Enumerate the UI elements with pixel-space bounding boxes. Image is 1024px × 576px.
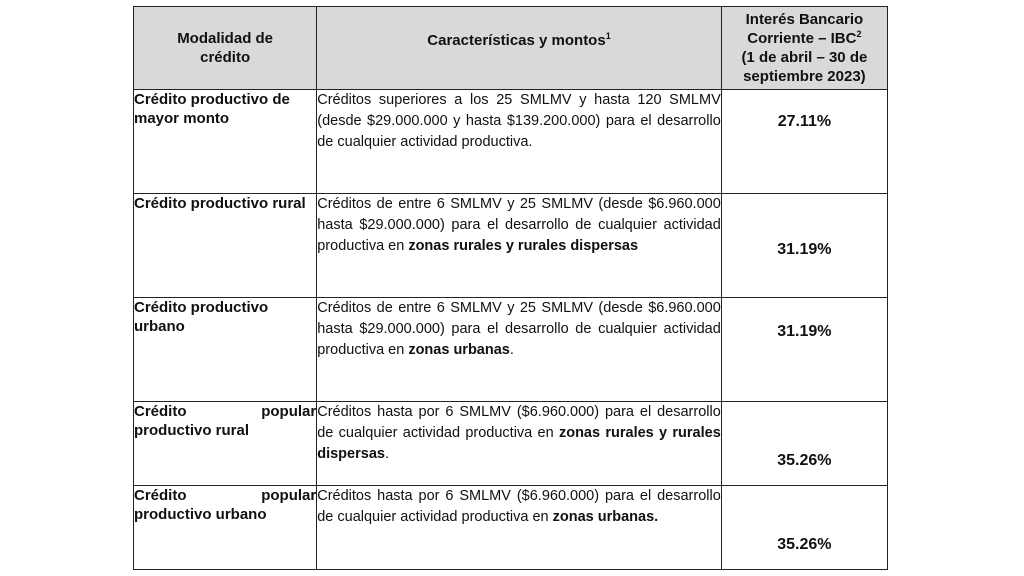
header-modality [134,7,317,90]
description-bold: zonas rurales y rurales dispersas [317,425,721,462]
modality-line1: Crédito popular [134,403,317,420]
rate-value: 35.26% [777,452,832,469]
description-cell [317,486,722,570]
header-characteristics [317,7,722,90]
modality-cell [134,402,317,486]
table-row [134,90,888,194]
description-text: Créditos de entre 6 SMLMV y 25 SMLMV (desde $6.960.000 hasta $29.000.000) para el desarrollo de cualquier actividad productiva en [317,300,721,358]
rate-value: 27.11% [777,113,832,130]
credit-rates-table [133,6,888,570]
rate-value: 31.19% [777,241,832,258]
modality-line2: productivo rural [134,422,250,439]
description-suffix: . [384,446,389,462]
description-text: Créditos superiores a los 25 SMLMV y hasta 120 SMLMV (desde $29.000.000 y hasta $139.200.000) para el desarrollo de cualquier actividad productiva. [317,92,721,150]
rate-value: 31.19% [777,323,832,340]
description-cell [317,402,722,486]
modality-line2: productivo urbano [134,506,267,523]
description-cell [317,90,722,194]
table-row [134,486,888,570]
modality-cell [134,90,317,194]
description-cell [317,194,722,298]
header-interest-footnote: 2 [856,29,862,39]
modality-text: Crédito productivo rural [134,195,306,212]
description-bold: zonas urbanas [408,342,510,358]
description-suffix: . [509,342,514,358]
header-row [134,7,888,90]
header-interest [721,7,887,90]
description-bold: zonas urbanas. [552,509,659,525]
rate-value: 35.26% [777,536,832,553]
modality-line1: Crédito popular [134,487,317,504]
modality-cell [134,194,317,298]
description-text: Créditos hasta por 6 SMLMV ($6.960.000) para el desarrollo de cualquier actividad productiva en [317,488,721,525]
table-row [134,298,888,402]
description-text: Créditos hasta por 6 SMLMV ($6.960.000) para el desarrollo de cualquier actividad productiva en [317,404,721,441]
modality-text: Crédito productivo de mayor monto [134,91,290,127]
header-characteristics-footnote: 1 [605,31,611,41]
description-cell [317,298,722,402]
header-interest-text: Interés Bancario Corriente – IBC [745,11,864,47]
rate-cell [721,298,887,402]
description-bold: zonas rurales y rurales dispersas [408,238,639,254]
rate-cell [721,402,887,486]
description-text: Créditos de entre 6 SMLMV y 25 SMLMV (desde $6.960.000 hasta $29.000.000) para el desarrollo de cualquier actividad productiva en [317,196,721,254]
header-characteristics-text: Características y montos [427,32,606,49]
modality-text: Crédito productivo urbano [134,299,269,335]
header-modality-text: Modalidad de crédito [177,30,274,66]
rate-cell [721,90,887,194]
modality-cell [134,486,317,570]
rate-cell [721,486,887,570]
header-interest-period: (1 de abril – 30 de septiembre 2023) [741,49,868,85]
modality-cell [134,298,317,402]
rate-cell [721,194,887,298]
table-row [134,402,888,486]
table-row [134,194,888,298]
